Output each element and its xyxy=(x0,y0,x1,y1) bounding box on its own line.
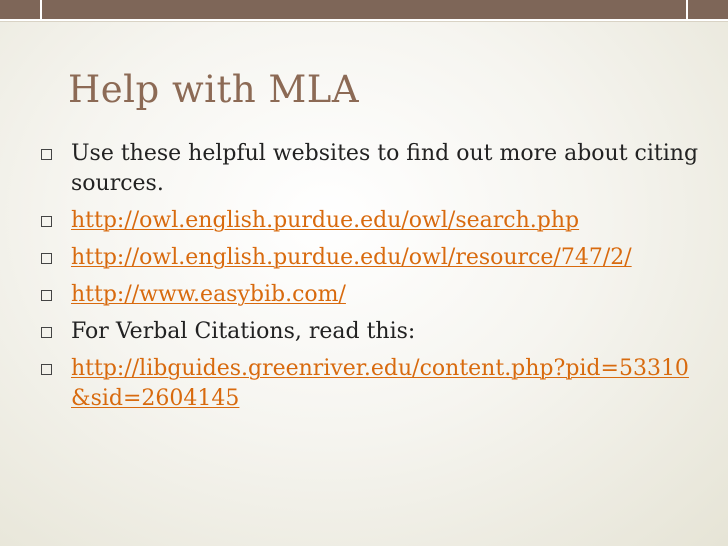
right-band-rule xyxy=(686,0,688,21)
bullet-item-owl-search xyxy=(40,206,700,236)
square-outline-icon xyxy=(41,253,52,264)
bullet-text: For Verbal Citations, read this: xyxy=(71,319,416,344)
square-outline-icon xyxy=(41,216,52,227)
bullet-item-easybib xyxy=(40,280,700,310)
bullet-item-libguides xyxy=(40,354,700,414)
top-decorative-band xyxy=(0,0,728,19)
left-band-rule xyxy=(40,0,42,21)
link-libguides[interactable]: http://libguides.greenriver.edu/content.php?pid=53310&sid=2604145 xyxy=(71,356,689,411)
link-owl-resource[interactable]: http://owl.english.purdue.edu/owl/resource/747/2/ xyxy=(71,245,632,270)
link-owl-search[interactable]: http://owl.english.purdue.edu/owl/search.php xyxy=(71,208,580,233)
bullet-item-owl-resource xyxy=(40,243,700,273)
bullet-list xyxy=(40,139,700,414)
square-outline-icon xyxy=(41,327,52,338)
bullet-item-verbal-citations xyxy=(40,317,700,347)
bullet-text: Use these helpful websites to find out more about citing sources. xyxy=(71,141,699,196)
top-band-shadow-line xyxy=(0,21,728,22)
slide-title: Help with MLA xyxy=(68,68,360,111)
link-easybib[interactable]: http://www.easybib.com/ xyxy=(71,282,346,307)
square-outline-icon xyxy=(41,364,52,375)
square-outline-icon xyxy=(41,149,52,160)
square-outline-icon xyxy=(41,290,52,301)
bullet-item-intro xyxy=(40,139,700,199)
